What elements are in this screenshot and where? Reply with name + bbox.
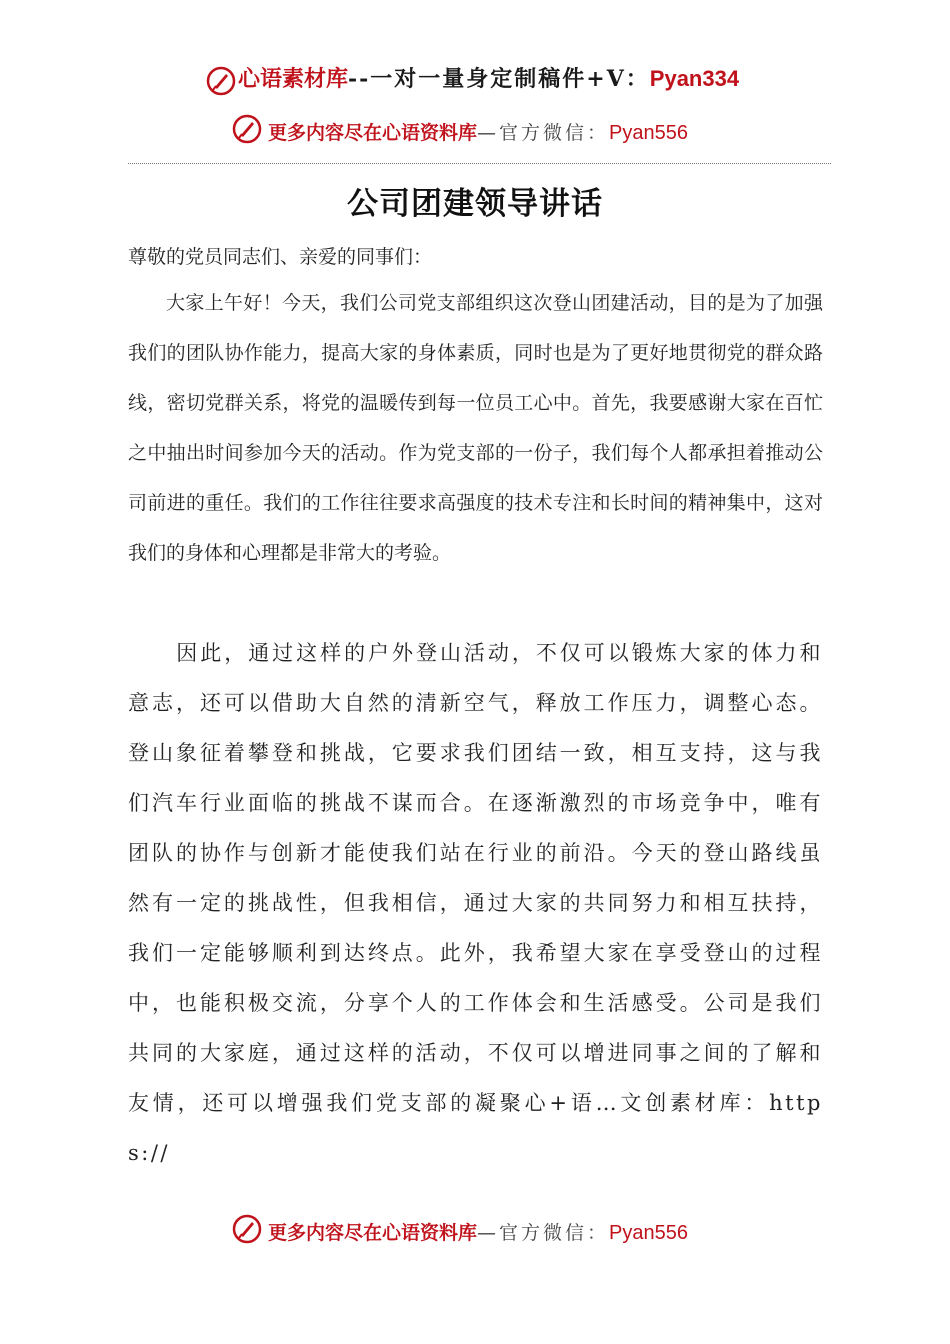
brand-logo-icon bbox=[206, 66, 236, 96]
paragraph-2: 因此，通过这样的户外登山活动，不仅可以锻炼大家的体力和意志，还可以借助大自然的清新空气，释放工作压力，调整心态。登山象征着攀登和挑战，它要求我们团结一致，相互支持，这与我们汽车行业面临的挑战不谋而合。在逐渐激烈的市场竞争中，唯有团队的协作与创新才能使我们站在行业的前沿。今天的登山路线虽然有一定的挑战性，但我相信，通过大家的共同努力和相互扶持，我们一定能够顺利到达终点。此外，我希望大家在享受登山的过程中，也能积极交流，分享个人的工作体会和生活感受。公司是我们共同的大家庭，通过这样的活动，不仅可以增进同事之间的了解和友情，还可以增强我们党支部的凝聚心+语…文创素材库：https:// bbox=[128, 641, 823, 1165]
brand-logo-icon bbox=[232, 114, 262, 144]
footer-banner bbox=[268, 1218, 688, 1245]
footer-text: 更多内容尽在心语资料库 bbox=[268, 1222, 478, 1244]
header-contact-id: Pyan334 bbox=[649, 66, 740, 91]
header-brand: 心语素材库 bbox=[238, 66, 349, 92]
brand-logo-icon bbox=[232, 1214, 262, 1244]
header-subbanner bbox=[268, 118, 688, 145]
subbanner-text: 更多内容尽在心语资料库 bbox=[268, 122, 478, 144]
header-banner bbox=[238, 62, 739, 93]
footer-id: Pyan556 bbox=[609, 1222, 688, 1244]
header-divider bbox=[128, 163, 831, 164]
subbanner-id: Pyan556 bbox=[609, 122, 688, 144]
document-title: 公司团建领导讲话 bbox=[347, 186, 603, 222]
footer-sep: —官方微信： bbox=[477, 1222, 610, 1244]
header-slogan: --一对一量身定制稿件+V： bbox=[348, 66, 650, 92]
subbanner-sep: —官方微信： bbox=[477, 122, 610, 144]
paragraph-1: 大家上午好！今天，我们公司党支部组织这次登山团建活动，目的是为了加强我们的团队协作能力，提高大家的身体素质，同时也是为了更好地贯彻党的群众路线，密切党群关系，将党的温暖传到每一位员工心中。首先，我要感谢大家在百忙之中抽出时间参加今天的活动。作为党支部的一份子，我们每个人都承担着推动公司前进的重任。我们的工作往往要求高强度的技术专注和长时间的精神集中，这对我们的身体和心理都是非常大的考验。 bbox=[128, 292, 823, 564]
greeting: 尊敬的党员同志们、亲爱的同事们： bbox=[128, 246, 433, 268]
